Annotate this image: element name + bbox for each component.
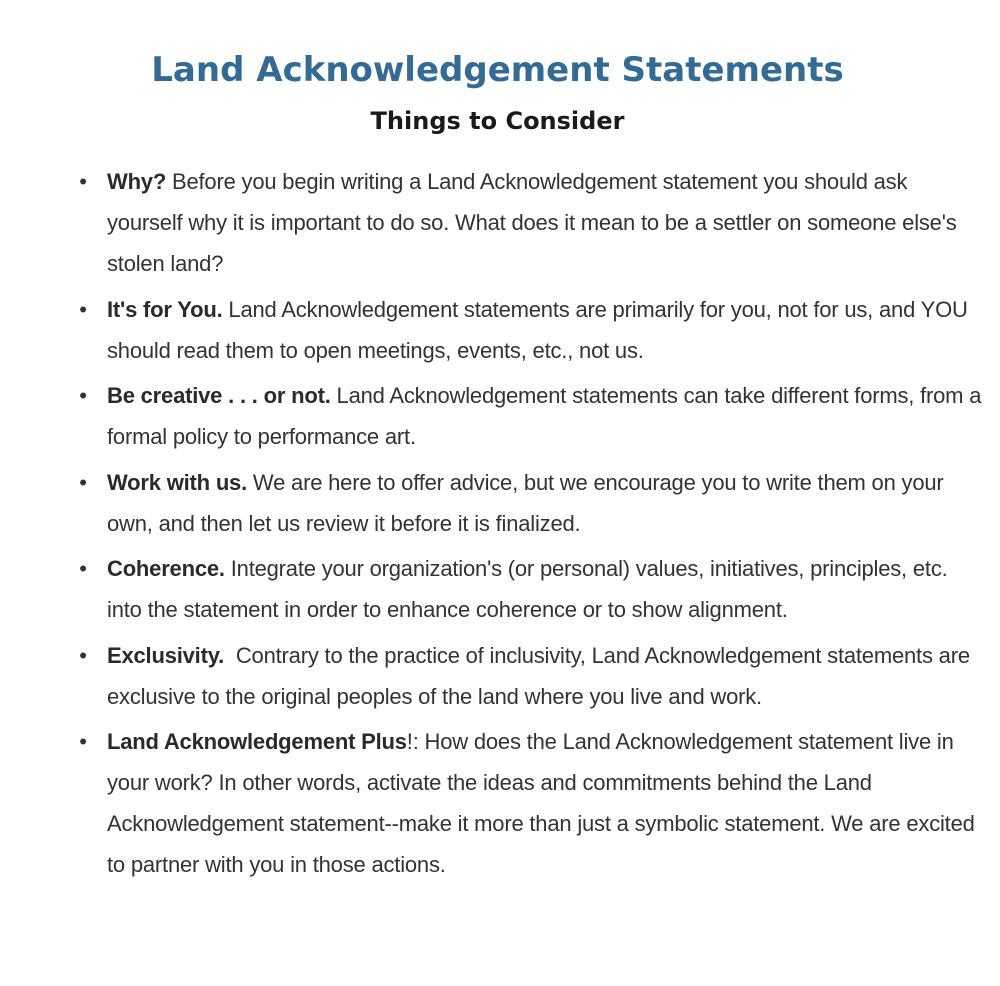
item-text: Integrate your organization's (or personal) values, initiatives, principles, etc. into the statement in order to enhance coherence or to show alignment. (107, 556, 948, 622)
considerations-list (79, 161, 987, 890)
list-item-coherence (79, 548, 987, 630)
list-item-land-acknowledgement-plus (79, 721, 987, 885)
page-subtitle: Things to Consider (370, 107, 625, 135)
item-lead: Coherence. (107, 556, 225, 581)
item-lead: Land Acknowledgement Plus (107, 729, 407, 754)
bullet-icon: • (79, 169, 87, 194)
item-text: !: How does the Land Acknowledgement statement live in your work? In other words, activate the ideas and commitments behind the Land Acknowledgement statement--make it more than just a symbolic statement. We are excited to partner with you in those actions. (107, 729, 975, 877)
bullet-icon: • (79, 642, 87, 668)
item-text: Contrary to the practice of inclusivity, Land Acknowledgement statements are exclusive to the original peoples of the land where you live and work. (107, 642, 976, 709)
list-item-be-creative (79, 375, 987, 457)
list-item-exclusivity (79, 635, 987, 717)
list-item-work-with-us (79, 462, 987, 544)
item-text: Land Acknowledgement statements are primarily for you, not for us, and YOU should read them to open meetings, events, etc., not us. (107, 296, 968, 363)
item-lead: Work with us. (107, 469, 248, 495)
bullet-icon: • (79, 556, 87, 581)
item-lead: Be creative . . . or not. (107, 383, 331, 408)
item-text: We are here to offer advice, but we encourage you to write them on your own, and then let us review it before it is finalized. (107, 469, 944, 536)
page-title: Land Acknowledgement Statements (151, 50, 844, 90)
bullet-icon: • (79, 469, 87, 495)
item-lead: It's for You. (107, 296, 223, 322)
list-item-its-for-you (79, 289, 987, 371)
item-lead: Exclusivity. (107, 642, 225, 668)
bullet-icon: • (79, 729, 87, 754)
item-text: Before you begin writing a Land Acknowledgement statement you should ask yourself why it is important to do so. What does it mean to be a settler on someone else's stolen land? (107, 169, 957, 276)
list-item-why (79, 161, 987, 284)
bullet-icon: • (79, 296, 87, 322)
bullet-icon: • (79, 383, 87, 408)
item-lead: Why? (107, 169, 167, 194)
item-text: Land Acknowledgement statements can take different forms, from a formal policy to performance art. (107, 383, 982, 449)
